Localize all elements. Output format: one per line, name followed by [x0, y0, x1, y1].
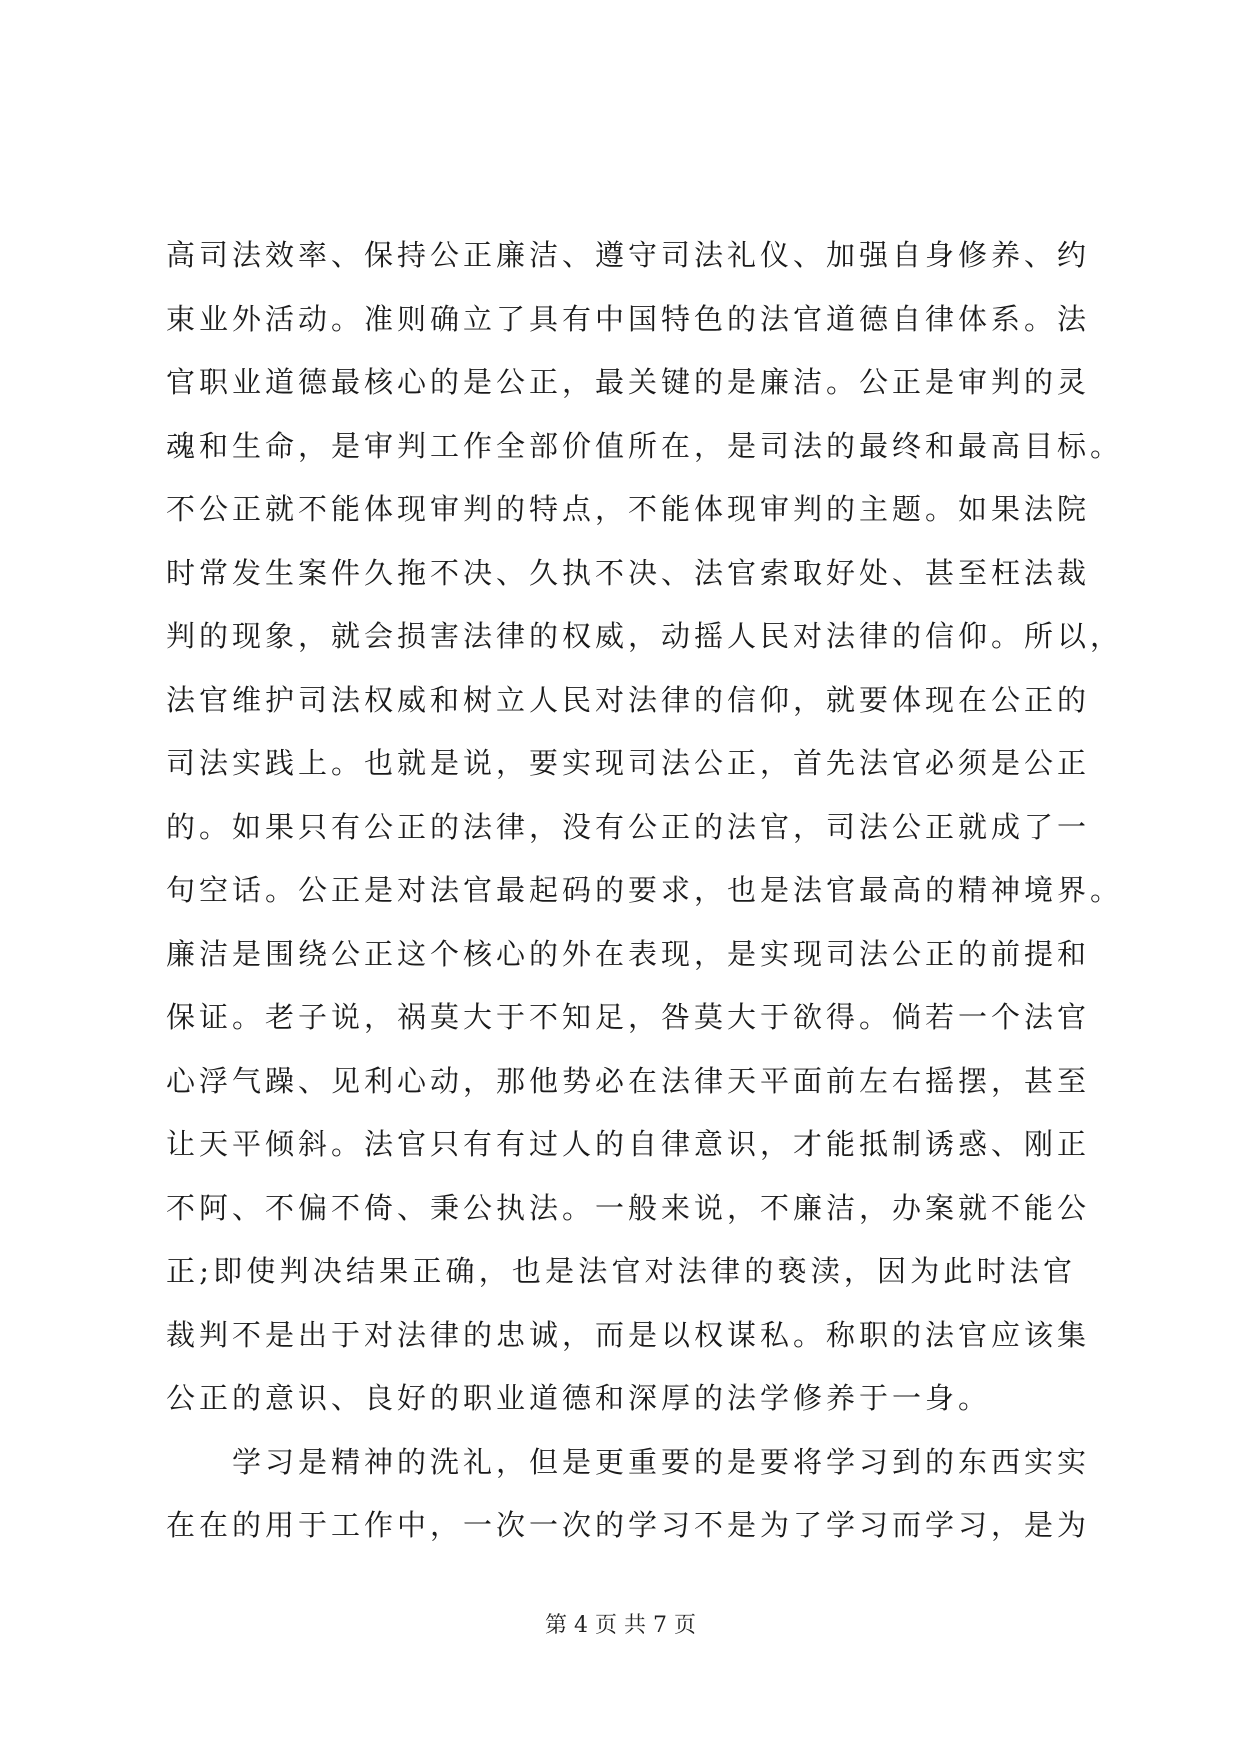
text-line: 不公正就不能体现审判的特点，不能体现审判的主题。如果法院 — [166, 492, 1091, 526]
text-line: 时常发生案件久拖不决、久执不决、法官索取好处、甚至枉法裁 — [166, 555, 1091, 590]
text-line: 法官维护司法权威和树立人民对法律的信仰，就要体现在公正的 — [166, 682, 1091, 717]
text-line: 魂和生命，是审判工作全部价值所在，是司法的最终和最高目标。 — [166, 428, 1124, 463]
text-line: 廉洁是围绕公正这个核心的外在表现，是实现司法公正的前提和 — [166, 936, 1091, 971]
text-line: 官职业道德最核心的是公正，最关键的是廉洁。公正是审判的灵 — [166, 365, 1091, 399]
text-line: 判的现象，就会损害法律的权威，动摇人民对法律的信仰。所以， — [166, 619, 1124, 653]
text-line: 高司法效率、保持公正廉洁、遵守司法礼仪、加强自身修养、约 — [166, 238, 1091, 272]
text-line: 束业外活动。准则确立了具有中国特色的法官道德自律体系。法 — [166, 301, 1091, 336]
text-line: 裁判不是出于对法律的忠诚，而是以权谋私。称职的法官应该集 — [166, 1317, 1091, 1352]
body-text — [166, 224, 1124, 1558]
text-line: 让天平倾斜。法官只有有过人的自律意识，才能抵制诱惑、刚正 — [166, 1127, 1091, 1161]
text-line: 保证。老子说，祸莫大于不知足，咎莫大于欲得。倘若一个法官 — [166, 1000, 1091, 1034]
text-line: 的。如果只有公正的法律，没有公正的法官，司法公正就成了一 — [166, 809, 1091, 844]
text-line: 司法实践上。也就是说，要实现司法公正，首先法官必须是公正 — [166, 746, 1091, 780]
paragraph-end-line: 公正的意识、良好的职业道德和深厚的法学修养于一身。 — [166, 1381, 992, 1415]
text-line: 学习是精神的洗礼，但是更重要的是要将学习到的东西实实 — [166, 1444, 1091, 1479]
text-line: 在在的用于工作中，一次一次的学习不是为了学习而学习，是为 — [166, 1508, 1091, 1542]
page-number-footer: 第 4 页 共 7 页 — [545, 1613, 696, 1638]
text-line: 心浮气躁、见利心动，那他势必在法律天平面前左右摇摆，甚至 — [166, 1063, 1091, 1098]
text-line: 句空话。公正是对法官最起码的要求，也是法官最高的精神境界。 — [166, 873, 1124, 907]
text-line: 正;即使判决结果正确，也是法官对法律的亵渎，因为此时法官 — [166, 1254, 1076, 1288]
text-line: 不阿、不偏不倚、秉公执法。一般来说，不廉洁，办案就不能公 — [166, 1190, 1091, 1225]
